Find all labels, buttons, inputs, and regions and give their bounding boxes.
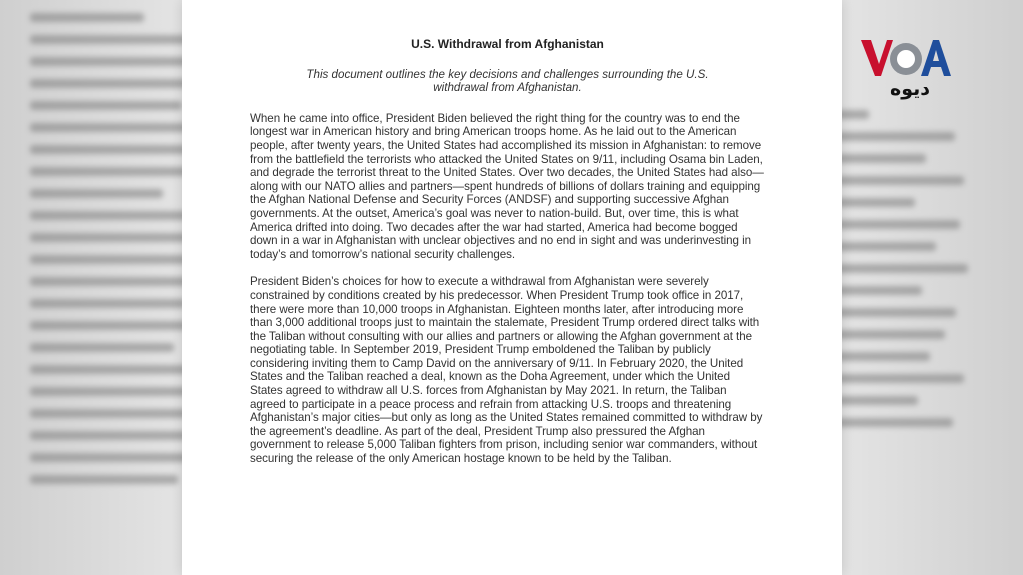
document-paragraph-1: When he came into office, President Biden believed the right thing for the country was to end the longest war in American history and bring American troops home. As he laid out to the American people, after twenty years, the United States had accomplished its mission in Afghanistan: to remove from the battlefield the terrorists who attacked the United States on 9/11, including Osama bin Laden, and degrade the terrorist threat to the United States. Over two decades, the United States had also—along with our NATO allies and partners—spent hundreds of billions of dollars training and equipping the Afghan National Defense and Security Forces (ANDSF) and supporting successive Afghan governments. At the outset, America’s goal was never to nation-build. But, over time, this is what America drifted into doing. Two decades after the war had started, America had become bogged down in a war in Afghanistan with unclear objectives and no end in sight and was underinvesting in today’s and tomorrow’s national security challenges. [250,111,764,261]
voa-logo-mark [859,38,951,80]
document-page [182,0,842,575]
document-body [250,38,765,480]
document-paragraph-2: President Biden’s choices for how to execute a withdrawal from Afghanistan were severely constrained by conditions created by his predecessor. When President Trump took office in 2017, there were more than 10,000 troops in Afghanistan. Eighteen months later, after introducing more than 3,000 additional troops just to maintain the stalemate, President Trump ordered direct talks with the Taliban without consulting with our allies and partners or allowing the Afghan government at the negotiating table. In September 2019, President Trump emboldened the Taliban by publicly considering inviting them to Camp David on the anniversary of 9/11. In February 2020, the United States and the Taliban reached a deal, known as the Doha Agreement, under which the United States agreed to withdraw all U.S. forces from Afghanistan by May 2021. In return, the Taliban agreed to participate in a peace process and refrain from attacking U.S. troops and threatening Afghanistan’s major cities—but only as long as the United States remained committed to withdraw by the agreement’s deadline. As part of the deal, President Trump also pressured the Afghan government to release 5,000 Taliban fighters from prison, including senior war commanders, without securing the release of the only American hostage known to be held by the Taliban. [250,275,763,466]
logo-letter-v [861,40,893,76]
document-summary: This document outlines the key decisions and challenges surrounding the U.S. withdrawal from Afghanistan. [306,67,709,95]
logo-subtitle: دیوه [889,78,930,100]
logo-letter-a [921,40,951,76]
document-title: U.S. Withdrawal from Afghanistan [411,37,604,51]
